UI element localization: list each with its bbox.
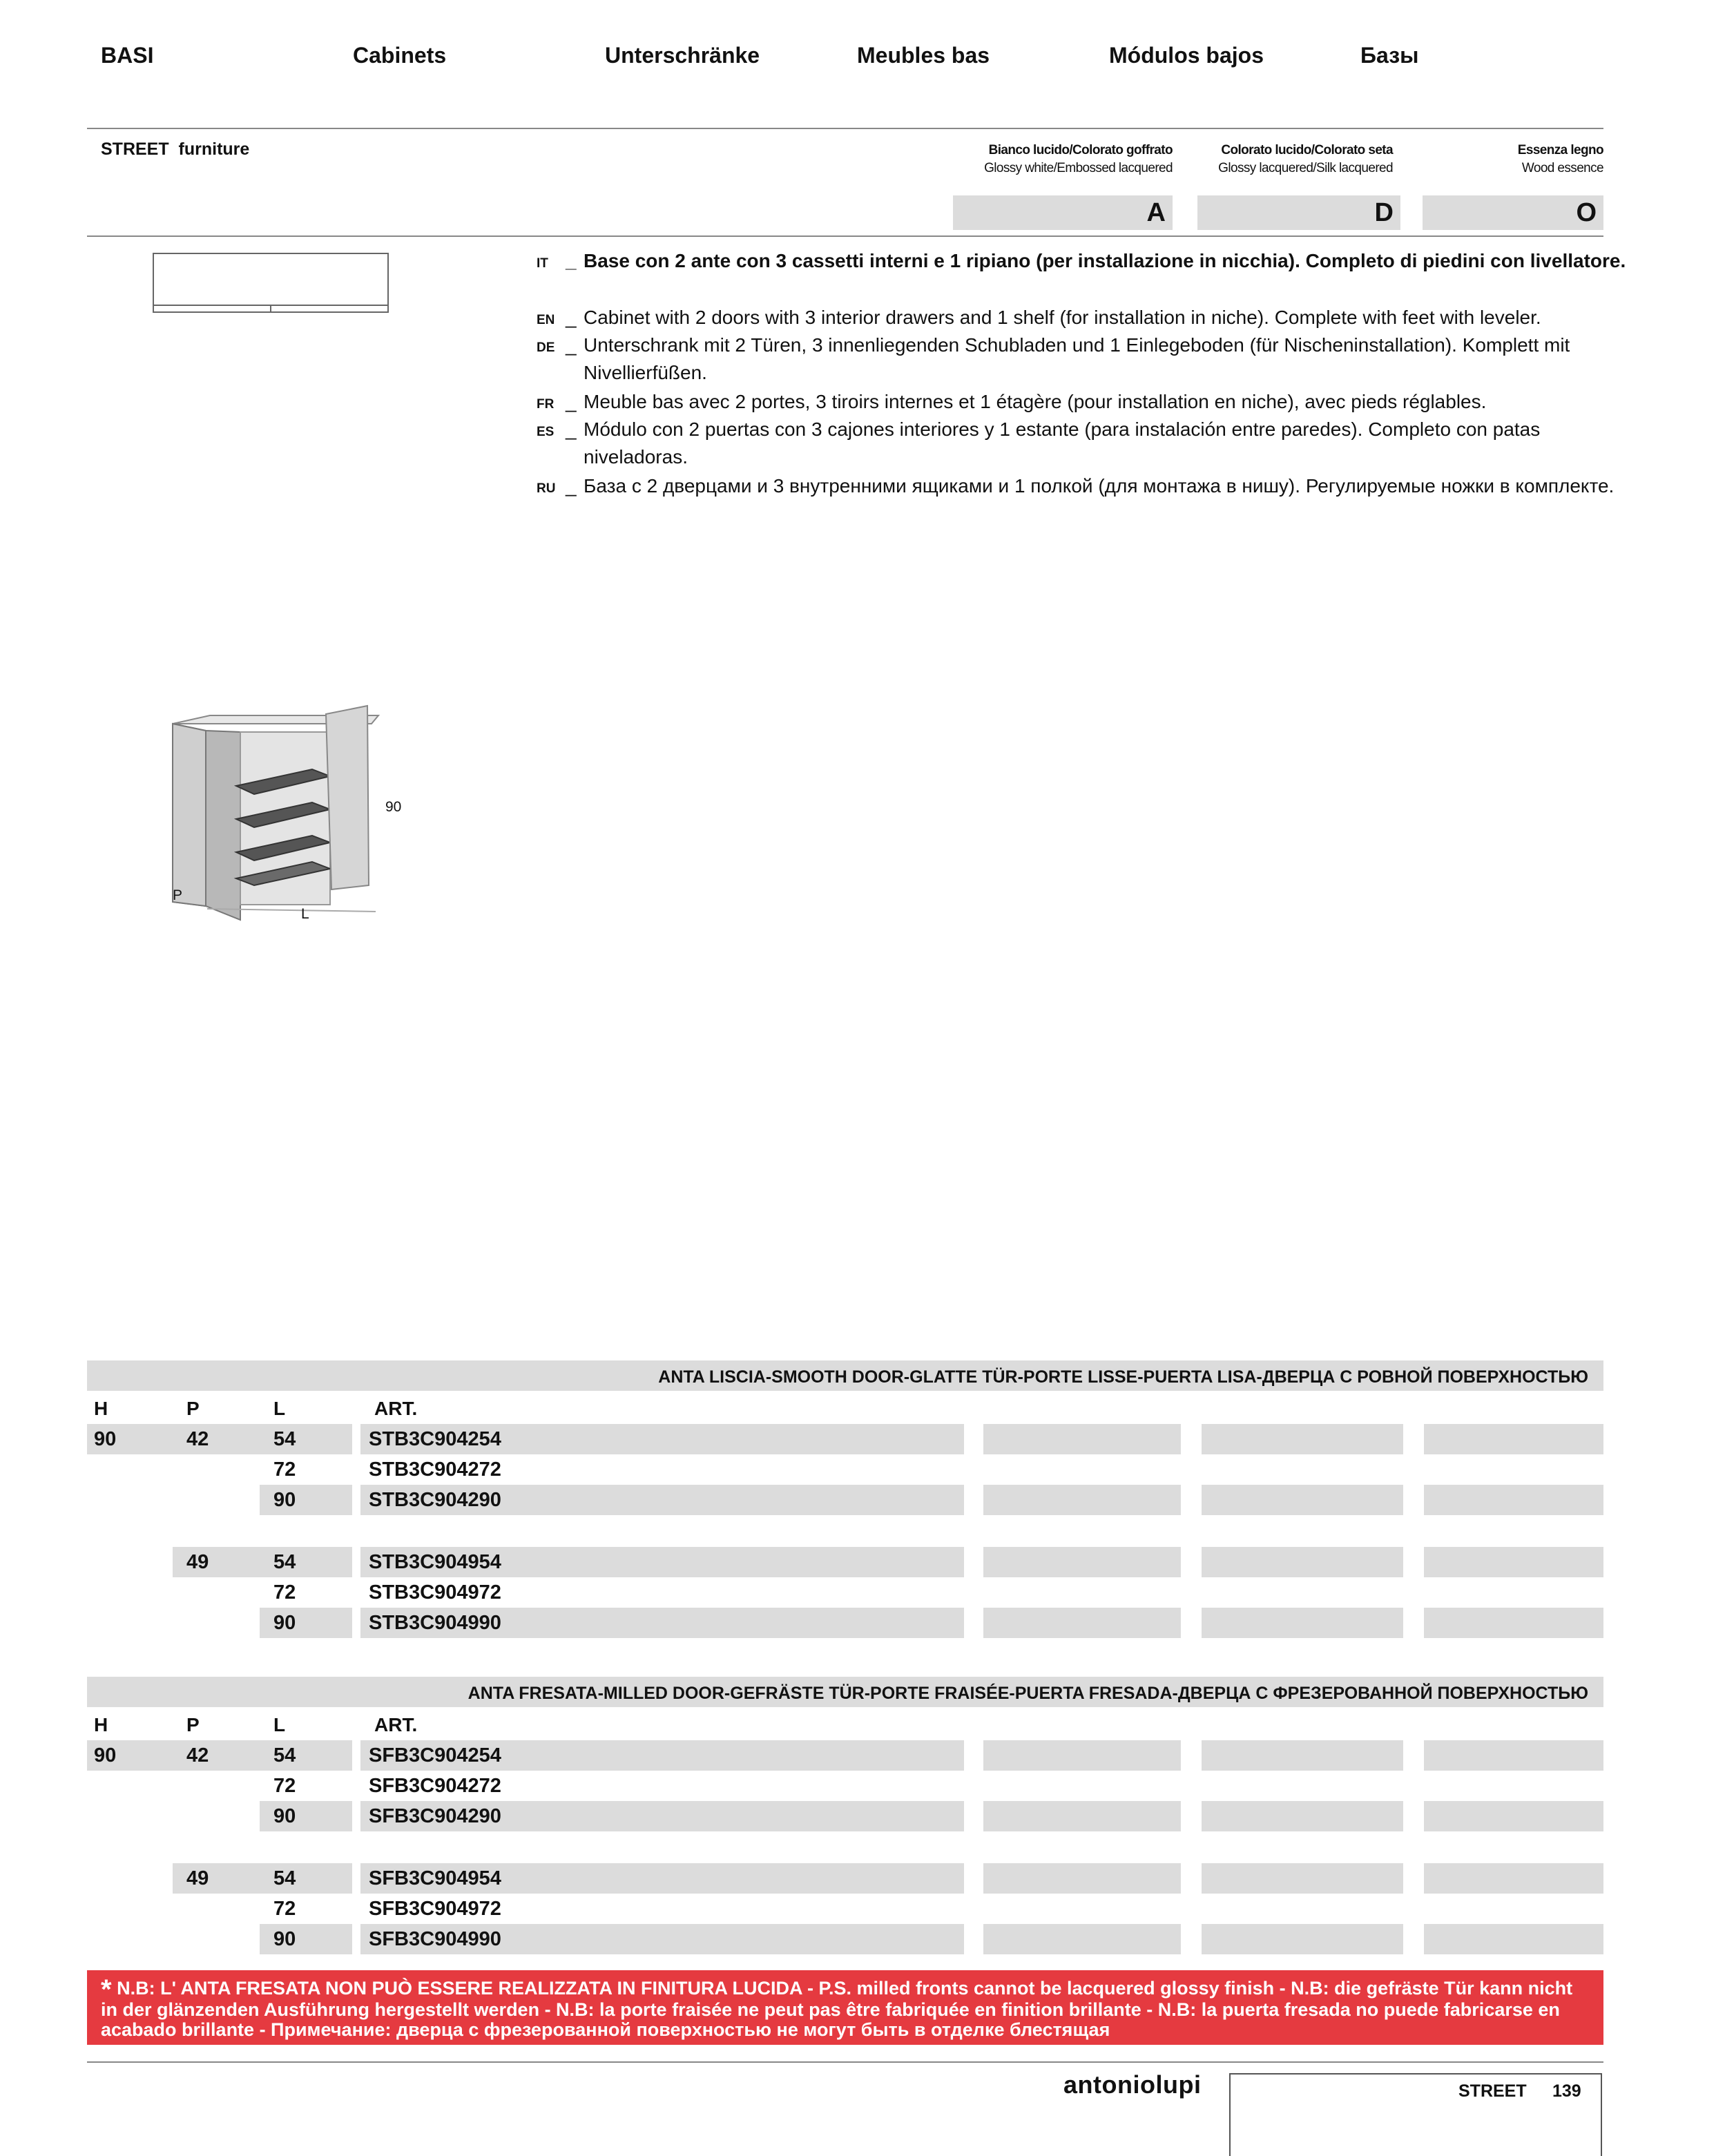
cabinet-left-side (173, 724, 206, 906)
header-category-fr: Meubles bas (857, 43, 990, 68)
cell-l: 90 (260, 1608, 352, 1638)
col-art-header: ART. (374, 1398, 418, 1419)
cell-finish-d (1202, 1924, 1403, 1954)
series-name: STREET (101, 139, 169, 159)
description-text-es: Módulo con 2 puertas con 3 cajones interiores y 1 estante (para instalación entre paredes). Completo con patas niveladoras. (584, 418, 1541, 468)
footer-rule (87, 2061, 1603, 2063)
cell-h: 90 (87, 1424, 178, 1454)
cell-finish-d (1202, 1740, 1403, 1771)
table-smooth-title: ANTA LISCIA-SMOOTH DOOR-GLATTE TÜR-PORTE LISSE-PUERTA LISA-ДВЕРЦА С РОВНОЙ ПОВЕРХНОСТЬЮ (658, 1367, 1588, 1387)
cell-finish-a (983, 1608, 1181, 1638)
table-milled-title: ANTA FRESATA-MILLED DOOR-GEFRÄSTE TÜR-PORTE FRAISÉE-PUERTA FRESADA-ДВЕРЦА С ФРЕЗЕРОВАННОЙ ПОВЕРХНОСТЬЮ (468, 1684, 1588, 1703)
cell-finish-a (983, 1740, 1181, 1771)
header-category-it: BASI (101, 43, 154, 68)
lang-code-ru: RU (537, 481, 556, 496)
cell-finish-a (983, 1924, 1181, 1954)
header-category-ru: Базы (1360, 43, 1419, 68)
cell-finish-d (1202, 1863, 1403, 1894)
description-en: EN _ Cabinet with 2 doors with 3 interior drawers and 1 shelf (for installation in niche). Complete with feet with leveler. (537, 304, 1633, 334)
description-text-it: Base con 2 ante con 3 cassetti interni e 1 ripiano (per installazione in nicchia). Completo di piedini con livellatore. (584, 250, 1626, 271)
table-row (87, 1547, 1603, 1577)
table-row (87, 1740, 1603, 1771)
footer-series: STREET (1458, 2081, 1527, 2101)
cell-p: 49 (173, 1863, 265, 1894)
table-row (87, 1863, 1603, 1894)
header-category-de: Unterschränke (605, 43, 760, 68)
cell-finish-a (983, 1863, 1181, 1894)
series-label (101, 139, 249, 160)
cell-finish-a (983, 1801, 1181, 1831)
cabinet-drawing (163, 704, 412, 925)
cell-finish-d (1202, 1608, 1403, 1638)
header-category-es: Módulos bajos (1109, 43, 1264, 68)
description-ru: RU _ База с 2 дверцами и 3 внутренними ящиками и 1 полкой (для монтажа в нишу). Регулируемые ножки в комплекте. (537, 472, 1633, 503)
table-row (87, 1485, 1603, 1515)
lang-code-en: EN (537, 313, 555, 327)
col-p-header: P (186, 1714, 200, 1735)
cell-art: STB3C904290 (360, 1485, 964, 1515)
col-l-header: L (273, 1714, 286, 1735)
lang-code-it: IT (537, 256, 548, 271)
finish-d-letter: D (1374, 198, 1394, 227)
cell-l: 54 (260, 1740, 352, 1771)
width-label: L (301, 906, 309, 922)
cell-finish-a (983, 1424, 1181, 1454)
cell-art: SFB3C904954 (360, 1863, 964, 1894)
finish-o-subtitle: Wood essence (1521, 161, 1603, 175)
lang-code-de: DE (537, 340, 555, 355)
footer-box (1229, 2073, 1602, 2156)
col-h-header: H (94, 1714, 108, 1735)
cell-finish-o (1424, 1863, 1603, 1894)
cell-finish-o (1424, 1424, 1603, 1454)
table-row (87, 1801, 1603, 1831)
cell-finish-a (983, 1547, 1181, 1577)
table-row (87, 1608, 1603, 1638)
cell-art: STB3C904254 (360, 1424, 964, 1454)
cell-finish-d (1202, 1485, 1403, 1515)
cell-l: 72 (273, 1775, 296, 1797)
warning-note (87, 1970, 1603, 2045)
cell-art: STB3C904272 (369, 1459, 501, 1481)
series-sub: furniture (178, 139, 250, 159)
cell-l: 90 (260, 1485, 352, 1515)
finish-a-letter: A (1146, 198, 1166, 227)
cell-art: SFB3C904254 (360, 1740, 964, 1771)
cell-finish-o (1424, 1740, 1603, 1771)
finish-rule (87, 235, 1603, 237)
top-view-outline (153, 253, 388, 305)
cell-finish-d (1202, 1801, 1403, 1831)
table-row (87, 1924, 1603, 1954)
depth-label: P (173, 887, 183, 903)
description-de: DE _ Unterschrank mit 2 Türen, 3 innenliegenden Schubladen und 1 Einlegeboden (für Nischeninstallation). Komplett mit Nivellierfüßen. (537, 331, 1633, 387)
col-p-header: P (186, 1398, 200, 1419)
col-h-header: H (94, 1398, 108, 1419)
cell-l: 72 (273, 1898, 296, 1920)
cell-l: 90 (260, 1801, 352, 1831)
cell-art: STB3C904972 (369, 1581, 501, 1604)
note-body: N.B: L' ANTA FRESATA NON PUÒ ESSERE REALIZZATA IN FINITURA LUCIDA - P.S. milled fronts cannot be lacquered glossy finish - N.B: die gefräste Tür kann nicht in der glänzenden Ausführung hergestellt werden - N.B: la porte fraisée ne peut pas être fabriquée en finition brillante - N.B: la puerta fresada no puede fabricarse en acabado brillante - Примечание: дверца с фрезерованной поверхностью не могут быть в отделке блестящая (101, 1978, 1573, 2040)
table-smooth-title-bar (87, 1360, 1603, 1391)
finish-d-title: Colorato lucido/Colorato seta (1221, 143, 1393, 157)
cell-l: 72 (273, 1459, 296, 1481)
cell-finish-d (1202, 1547, 1403, 1577)
description-it: IT _ Base con 2 ante con 3 cassetti interni e 1 ripiano (per installazione in nicchia). Completo di piedini con livellatore. (537, 247, 1633, 278)
cell-finish-o (1424, 1801, 1603, 1831)
description-text-ru: База с 2 дверцами и 3 внутренними ящиками и 1 полкой (для монтажа в нишу). Регулируемые ножки в комплекте. (584, 475, 1615, 497)
cell-art: STB3C904954 (360, 1547, 964, 1577)
finish-a-title: Bianco lucido/Colorato goffrato (988, 143, 1173, 157)
cell-finish-o (1424, 1924, 1603, 1954)
description-text-fr: Meuble bas avec 2 portes, 3 tiroirs internes et 1 étagère (pour installation en niche), avec pieds réglables. (584, 391, 1487, 412)
col-art-header: ART. (374, 1714, 418, 1735)
cell-l: 54 (260, 1547, 352, 1577)
table-row (87, 1424, 1603, 1454)
cell-art: SFB3C904290 (360, 1801, 964, 1831)
table-milled-title-bar (87, 1677, 1603, 1707)
lang-code-es: ES (537, 425, 555, 439)
table-row (87, 1577, 1603, 1608)
table-row (87, 1894, 1603, 1924)
lang-code-fr: FR (537, 397, 555, 412)
table-row (87, 1771, 1603, 1801)
finish-a-box (953, 195, 1173, 230)
cell-l: 90 (260, 1924, 352, 1954)
cell-art: SFB3C904990 (360, 1924, 964, 1954)
header-category-en: Cabinets (353, 43, 447, 68)
cell-art: SFB3C904272 (369, 1775, 501, 1797)
description-es: ES _ Módulo con 2 puertas con 3 cajones interiores y 1 estante (para instalación entre paredes). Completo con patas niveladoras. (537, 416, 1633, 471)
col-l-header: L (273, 1398, 286, 1419)
header-rule (87, 128, 1603, 129)
cabinet-right-door (326, 706, 369, 889)
cell-art: SFB3C904972 (369, 1898, 501, 1920)
finish-o-box (1423, 195, 1603, 230)
cell-finish-o (1424, 1485, 1603, 1515)
note-asterisk: * (101, 1974, 112, 2005)
cell-finish-d (1202, 1424, 1403, 1454)
cell-p: 42 (173, 1424, 265, 1454)
cell-l: 72 (273, 1581, 296, 1604)
cell-p: 49 (173, 1547, 265, 1577)
finish-o-letter: O (1576, 198, 1597, 227)
table-row (87, 1454, 1603, 1485)
finish-d-subtitle: Glossy lacquered/Silk lacquered (1218, 161, 1393, 175)
brand-logo: antoniolupi (1063, 2070, 1202, 2099)
cell-finish-a (983, 1485, 1181, 1515)
cell-finish-o (1424, 1608, 1603, 1638)
description-text-en: Cabinet with 2 doors with 3 interior drawers and 1 shelf (for installation in niche). Complete with feet with leveler. (584, 307, 1541, 328)
cell-art: STB3C904990 (360, 1608, 964, 1638)
height-label: 90 (385, 799, 402, 815)
page-number: 139 (1552, 2081, 1581, 2101)
top-view-drawing (152, 252, 391, 316)
cell-l: 54 (260, 1863, 352, 1894)
cell-p: 42 (173, 1740, 265, 1771)
description-fr: FR _ Meuble bas avec 2 portes, 3 tiroirs internes et 1 étagère (pour installation en niche), avec pieds réglables. (537, 388, 1633, 418)
description-text-de: Unterschrank mit 2 Türen, 3 innenliegenden Schubladen und 1 Einlegeboden (für Nischeninstallation). Komplett mit Nivellierfüßen. (584, 334, 1570, 383)
cell-h: 90 (87, 1740, 178, 1771)
cell-l: 54 (260, 1424, 352, 1454)
finish-d-box (1197, 195, 1400, 230)
finish-o-title: Essenza legno (1517, 143, 1603, 157)
warning-note-text (101, 1974, 1592, 2040)
cell-finish-o (1424, 1547, 1603, 1577)
finish-a-subtitle: Glossy white/Embossed lacquered (984, 161, 1173, 175)
